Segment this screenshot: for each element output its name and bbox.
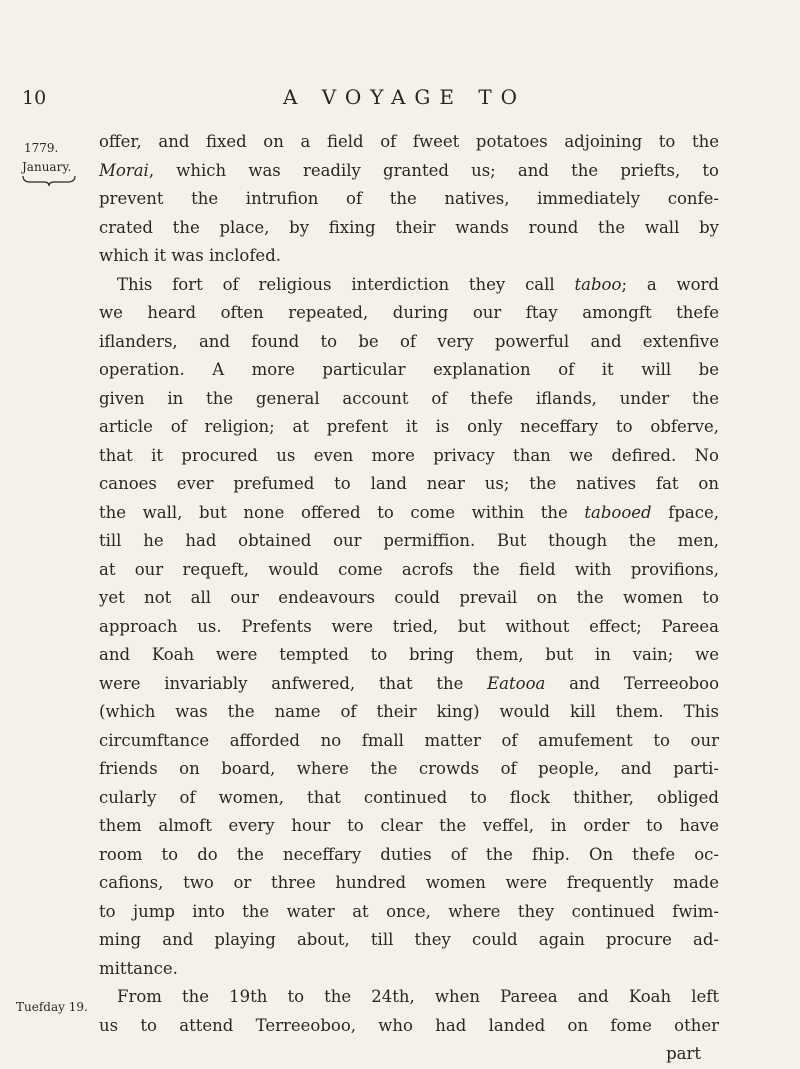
text-line: (which was the name of their king) would kill them. This bbox=[99, 702, 719, 721]
text-line: were invariably anfwered, that the Eatooa and Terreeoboo bbox=[99, 673, 719, 693]
text-line: at our requeft, would come acrofs the field with provifions, bbox=[99, 559, 719, 579]
catchword: part bbox=[666, 1044, 701, 1063]
text-line: and Koah were tempted to bring them, but in vain; we bbox=[99, 645, 719, 664]
text-line: friends on board, where the crowds of people, and parti- bbox=[99, 759, 719, 778]
text-line: which it was inclofed. bbox=[99, 246, 281, 265]
text-line: prevent the intrufion of the natives, immediately confe- bbox=[99, 189, 719, 208]
text-line: From the 19th to the 24th, when Pareea and Koah left bbox=[117, 987, 719, 1006]
text-line: to jump into the water at once, where they continued fwim- bbox=[99, 901, 719, 921]
page-number: 10 bbox=[22, 87, 47, 109]
text-line: article of religion; at prefent it is only neceffary to obferve, bbox=[99, 417, 719, 436]
text-line: circumftance afforded no fmall matter of amufement to our bbox=[99, 730, 719, 750]
text-line: the wall, but none offered to come within the tabooed fpace, bbox=[99, 502, 719, 522]
text-line: approach us. Prefents were tried, but without effect; Pareea bbox=[99, 616, 719, 636]
text-line: room to do the neceffary duties of the fhip. On thefe oc- bbox=[99, 844, 719, 864]
text-line: iflanders, and found to be of very powerful and extenfive bbox=[99, 331, 719, 351]
text-line: them almoft every hour to clear the veffel, in order to have bbox=[99, 816, 719, 835]
text-line: till he had obtained our permiffion. But though the men, bbox=[99, 531, 719, 550]
body-text bbox=[99, 128, 719, 1069]
text-line: Morai, which was readily granted us; and the priefts, to bbox=[99, 160, 719, 180]
margin-brace bbox=[22, 175, 76, 187]
text-line: that it procured us even more privacy than we defired. No bbox=[99, 445, 719, 465]
text-line: given in the general account of thefe iflands, under the bbox=[99, 388, 719, 408]
text-line: ming and playing about, till they could again procure ad- bbox=[99, 930, 719, 949]
margin-note-month: January. bbox=[22, 160, 72, 174]
text-line: canoes ever prefumed to land near us; the natives fat on bbox=[99, 474, 719, 493]
text-line: This fort of religious interdiction they call taboo; a word bbox=[117, 274, 719, 294]
text-line: cularly of women, that continued to flock thither, obliged bbox=[99, 787, 719, 807]
text-line: us to attend Terreeoboo, who had landed on fome other bbox=[99, 1015, 719, 1035]
margin-note-year: 1779. bbox=[24, 141, 59, 155]
text-line: offer, and fixed on a field of fweet potatoes adjoining to the bbox=[99, 132, 719, 151]
text-line: crated the place, by fixing their wands round the wall by bbox=[99, 217, 719, 237]
text-line: operation. A more particular explanation of it will be bbox=[99, 360, 719, 379]
text-line: we heard often repeated, during our ftay amongft thefe bbox=[99, 303, 719, 322]
margin-note-date: Tuefday 19. bbox=[16, 1000, 88, 1014]
text-line: cafions, two or three hundred women were frequently made bbox=[99, 873, 719, 892]
text-line: yet not all our endeavours could prevail on the women to bbox=[99, 588, 719, 607]
text-line: mittance. bbox=[99, 958, 178, 978]
running-title: A VOYAGE TO bbox=[283, 85, 527, 109]
